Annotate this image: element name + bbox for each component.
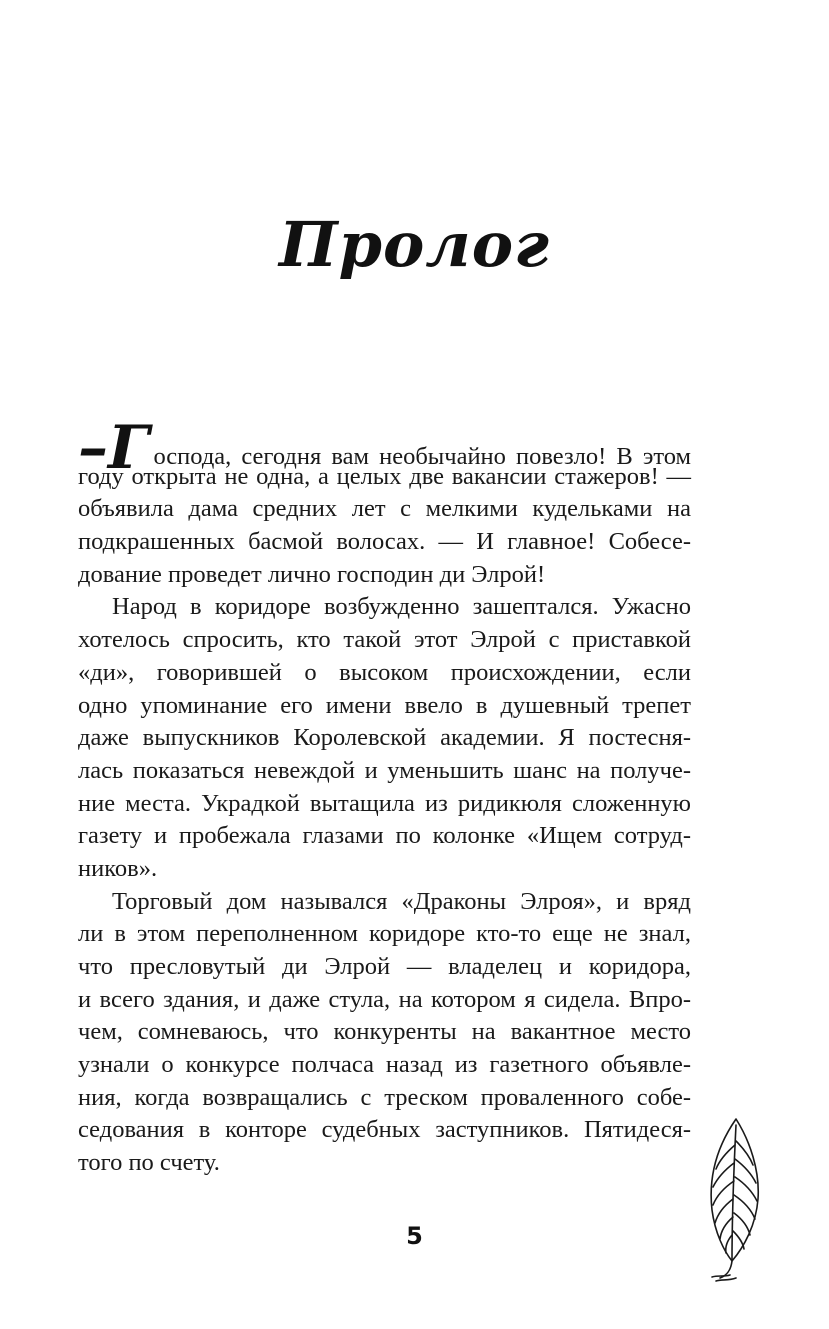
paragraph-1 bbox=[78, 413, 691, 591]
text-line: газету и пробежала глазами по колонке «Ищем сотруд- bbox=[78, 822, 691, 850]
text-line: что пресловутый ди Элрой — владелец и коридора, bbox=[78, 953, 691, 980]
text-line: седования в конторе судебных заступников. Пятидеся- bbox=[78, 1116, 691, 1144]
text-line: ли в этом переполненном коридоре кто-то еще не знал, bbox=[78, 920, 691, 948]
text-line: одно упоминание его имени ввело в душевный трепет bbox=[78, 691, 691, 719]
text-line: ников». bbox=[78, 854, 158, 882]
text-line: подкрашенных басмой волосах. — И главное! Собесе- bbox=[78, 528, 691, 556]
text-line: хотелось спросить, кто такой этот Элрой с приставкой bbox=[78, 626, 691, 654]
text-line: узнали о конкурсе полчаса назад из газетного объявле- bbox=[78, 1051, 691, 1079]
text-line: ния, когда возвращались с треском проваленного собе- bbox=[78, 1083, 691, 1111]
paragraph-3 bbox=[78, 886, 691, 1180]
text-line: того по счету. bbox=[78, 1149, 220, 1177]
chapter-title: Пролог bbox=[279, 208, 550, 281]
text-line: году открыта не одна, а целых две вакансии стажеров! — bbox=[78, 462, 691, 490]
feather-icon bbox=[700, 1115, 770, 1285]
drop-cap: –Г bbox=[78, 413, 150, 483]
text-line: объявила дама средних лет с мелкими кудельками на bbox=[78, 495, 691, 523]
text-line: даже выпускников Королевской академии. Я постесня- bbox=[78, 724, 691, 752]
paragraph-2 bbox=[78, 591, 691, 885]
chapter-body bbox=[78, 413, 691, 1180]
text-line: дование проведет лично господин ди Элрой! bbox=[78, 560, 546, 588]
text-line: Народ в коридоре возбужденно зашептался. Ужасно bbox=[112, 593, 691, 621]
text-line: чем, сомневаюсь, что конкуренты на вакантное место bbox=[78, 1018, 691, 1046]
text-line: «ди», говорившей о высоком происхождении, если bbox=[78, 658, 691, 686]
text-line: –Г оспода, сегодня вам необычайно повезло! В этом bbox=[78, 413, 691, 483]
text-line: лась показаться невеждой и уменьшить шанс на получе- bbox=[78, 756, 691, 784]
text-line: Торговый дом назывался «Драконы Элроя», и вряд bbox=[112, 887, 691, 915]
text-line: ние места. Украдкой вытащила из ридикюля сложенную bbox=[78, 789, 691, 817]
text-line: и всего здания, и даже стула, на котором я сидела. Впро- bbox=[78, 985, 691, 1013]
page-number: 5 bbox=[406, 1222, 423, 1250]
